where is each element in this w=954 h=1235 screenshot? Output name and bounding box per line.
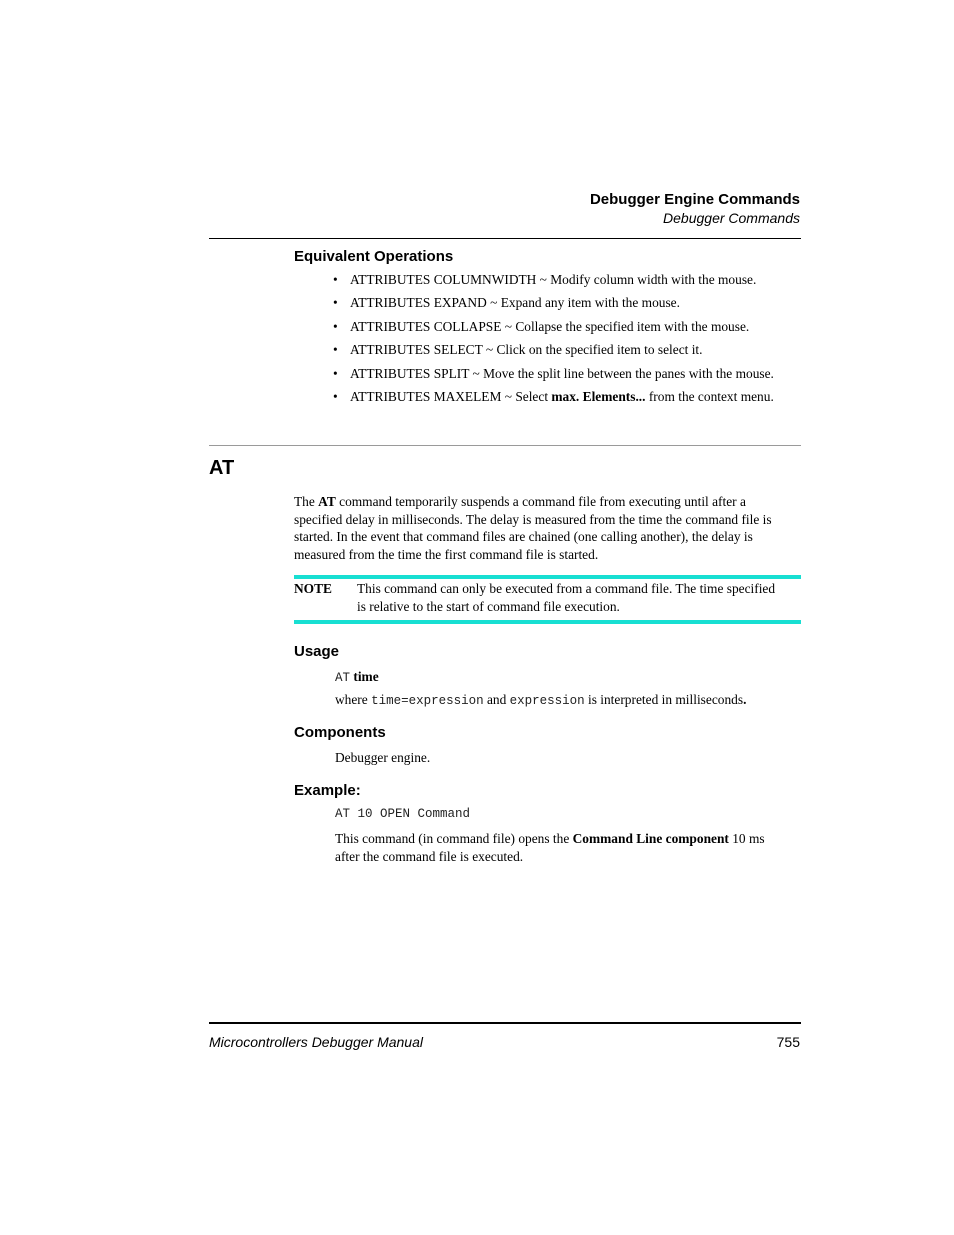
usage-param: time	[353, 669, 379, 684]
running-header-subtitle: Debugger Commands	[663, 210, 800, 226]
usage-where: where time=expression and expression is interpreted in milliseconds.	[335, 692, 747, 708]
bullet-glyph: •	[333, 318, 338, 334]
bullet-glyph: •	[333, 272, 338, 287]
note-text: This command can only be executed from a command file. The time specified is relative to the start of command file execution.	[357, 581, 776, 614]
example-code: AT 10 OPEN Command	[335, 807, 471, 821]
list-item: • ATTRIBUTES COLUMNWIDTH ~ Modify column width with the mouse.	[333, 272, 757, 287]
section-rule	[209, 445, 801, 446]
usage-code: AT	[335, 671, 351, 685]
bullet-glyph: •	[333, 388, 338, 404]
note-top-bar	[294, 575, 801, 579]
equivalent-operations-list	[333, 272, 813, 412]
example-description: This command (in command file) opens the Command Line component 10 ms after the command file is executed.	[335, 831, 765, 864]
example-heading: Example:	[294, 782, 361, 799]
at-intro-paragraph: The AT command temporarily suspends a command file from executing until after a specified delay in milliseconds. The delay is measured from the time the command file is started. In the event that command files are chained (one calling another), the delay is measured from the time the first command file is started.	[294, 494, 772, 562]
running-header-title: Debugger Engine Commands	[589, 191, 800, 208]
note-bottom-bar	[294, 620, 801, 624]
header-rule	[209, 238, 801, 239]
list-item: • ATTRIBUTES COLLAPSE ~ Collapse the specified item with the mouse.	[333, 318, 750, 334]
usage-syntax	[335, 668, 379, 688]
equivalent-operations-heading: Equivalent Operations	[294, 248, 454, 265]
list-item: • ATTRIBUTES SPLIT ~ Move the split line between the panes with the mouse.	[333, 365, 774, 381]
page-number: 755	[776, 1034, 800, 1050]
note-label: NOTE	[294, 581, 332, 596]
components-text: Debugger engine.	[335, 750, 431, 765]
bullet-glyph: •	[333, 342, 338, 358]
usage-heading: Usage	[294, 643, 340, 660]
bullet-glyph: •	[333, 295, 338, 311]
footer-rule	[209, 1022, 801, 1024]
list-item: • ATTRIBUTES MAXELEM ~ Select max. Elements... from the context menu.	[333, 388, 774, 404]
components-heading: Components	[294, 724, 386, 741]
list-item: • ATTRIBUTES SELECT ~ Click on the specified item to select it.	[333, 342, 703, 358]
bullet-glyph: •	[333, 365, 338, 381]
footer-manual-title: Microcontrollers Debugger Manual	[209, 1034, 423, 1050]
section-title: AT	[209, 457, 235, 479]
list-item: • ATTRIBUTES EXPAND ~ Expand any item with the mouse.	[333, 295, 680, 311]
